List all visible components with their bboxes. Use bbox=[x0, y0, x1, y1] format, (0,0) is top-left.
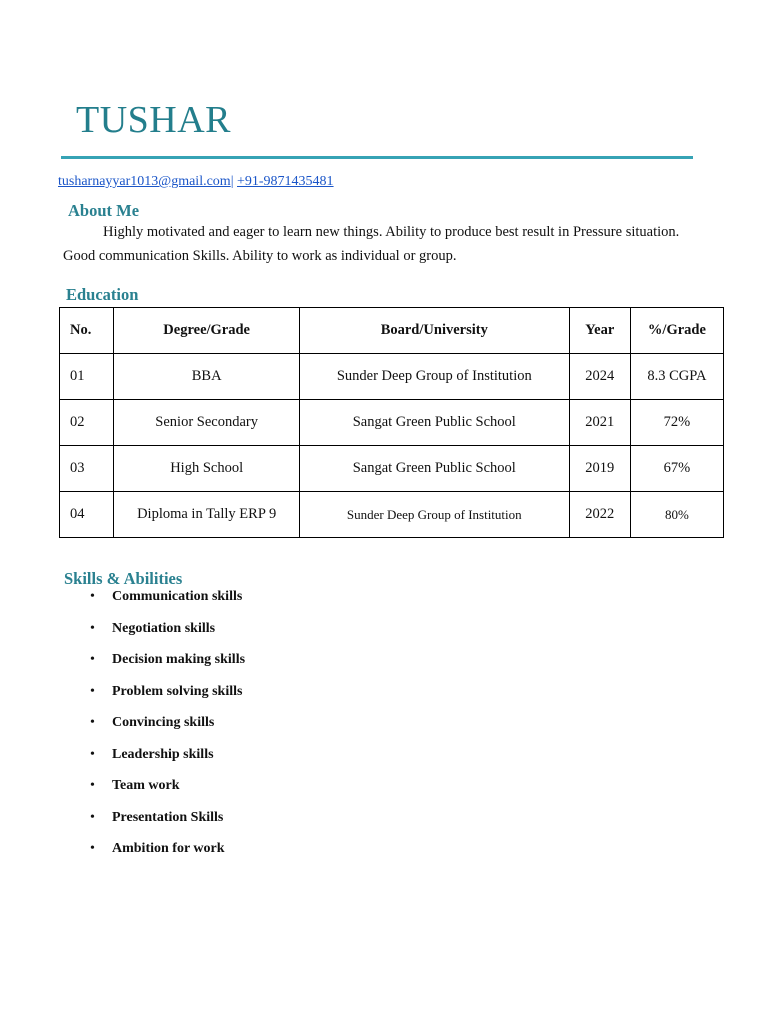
row-grade: 80% bbox=[630, 492, 723, 538]
phone-link[interactable]: +91-9871435481 bbox=[237, 174, 334, 189]
skill-label: Communication skills bbox=[112, 589, 243, 604]
row-grade: 8.3 CGPA bbox=[630, 354, 723, 400]
contact-separator: | bbox=[230, 174, 234, 189]
skill-label: Negotiation skills bbox=[112, 620, 216, 636]
row-degree: BBA bbox=[114, 354, 299, 400]
row-no: 02 bbox=[60, 400, 114, 446]
table-row bbox=[60, 492, 724, 538]
skill-label: Presentation Skills bbox=[112, 809, 224, 825]
list-item bbox=[90, 841, 245, 873]
skill-label: Team work bbox=[112, 778, 180, 793]
list-item bbox=[90, 621, 245, 653]
column-header-no: No. bbox=[60, 308, 114, 354]
list-item bbox=[90, 684, 245, 716]
row-no: 01 bbox=[60, 354, 114, 400]
row-degree: Senior Secondary bbox=[114, 400, 299, 446]
about-text: Highly motivated and eager to learn new things. Ability to produce best result in Pressure situation. Good communication Skills. Ability to work as individual or group. bbox=[63, 224, 680, 264]
table-row bbox=[60, 354, 724, 400]
bullet: • bbox=[90, 809, 95, 825]
skills-heading: Skills & Abilities bbox=[64, 569, 183, 588]
bullet: • bbox=[90, 683, 95, 699]
bullet: • bbox=[90, 841, 95, 856]
skill-label: Ambition for work bbox=[112, 841, 225, 856]
skill-label: Problem solving skills bbox=[112, 683, 243, 699]
row-grade: 67% bbox=[630, 446, 723, 492]
column-header-degree: Degree/Grade bbox=[114, 308, 299, 354]
row-no: 03 bbox=[60, 446, 114, 492]
bullet: • bbox=[90, 620, 95, 636]
bullet: • bbox=[90, 746, 95, 762]
contact-line bbox=[58, 174, 334, 190]
row-degree: High School bbox=[114, 446, 299, 492]
row-year: 2019 bbox=[569, 446, 630, 492]
column-header-grade: %/Grade bbox=[630, 308, 723, 354]
list-item bbox=[90, 715, 245, 747]
column-header-year: Year bbox=[569, 308, 630, 354]
list-item bbox=[90, 810, 245, 842]
candidate-name: TUSHAR bbox=[76, 99, 232, 141]
table-row bbox=[60, 400, 724, 446]
bullet: • bbox=[90, 778, 95, 793]
table-row bbox=[60, 446, 724, 492]
row-year: 2024 bbox=[569, 354, 630, 400]
skill-label: Convincing skills bbox=[112, 715, 215, 730]
row-no: 04 bbox=[60, 492, 114, 538]
row-grade: 72% bbox=[630, 400, 723, 446]
row-degree: Diploma in Tally ERP 9 bbox=[114, 492, 299, 538]
row-board: Sunder Deep Group of Institution bbox=[299, 354, 569, 400]
list-item bbox=[90, 589, 245, 621]
header-divider bbox=[61, 156, 693, 159]
skills-list bbox=[90, 589, 245, 873]
row-board: Sangat Green Public School bbox=[299, 446, 569, 492]
list-item bbox=[90, 652, 245, 684]
row-year: 2021 bbox=[569, 400, 630, 446]
skill-label: Decision making skills bbox=[112, 652, 246, 667]
bullet: • bbox=[90, 652, 95, 667]
bullet: • bbox=[90, 715, 95, 730]
table-header-row bbox=[60, 308, 724, 354]
row-year: 2022 bbox=[569, 492, 630, 538]
row-board: Sunder Deep Group of Institution bbox=[299, 492, 569, 538]
about-heading: About Me bbox=[68, 201, 140, 220]
column-header-board: Board/University bbox=[299, 308, 569, 354]
email-link[interactable]: tusharnayyar1013@gmail.com bbox=[58, 174, 231, 189]
row-board: Sangat Green Public School bbox=[299, 400, 569, 446]
skill-label: Leadership skills bbox=[112, 746, 214, 762]
education-table bbox=[59, 307, 724, 538]
list-item bbox=[90, 778, 245, 810]
education-heading: Education bbox=[66, 285, 139, 304]
list-item bbox=[90, 747, 245, 779]
bullet: • bbox=[90, 589, 95, 604]
